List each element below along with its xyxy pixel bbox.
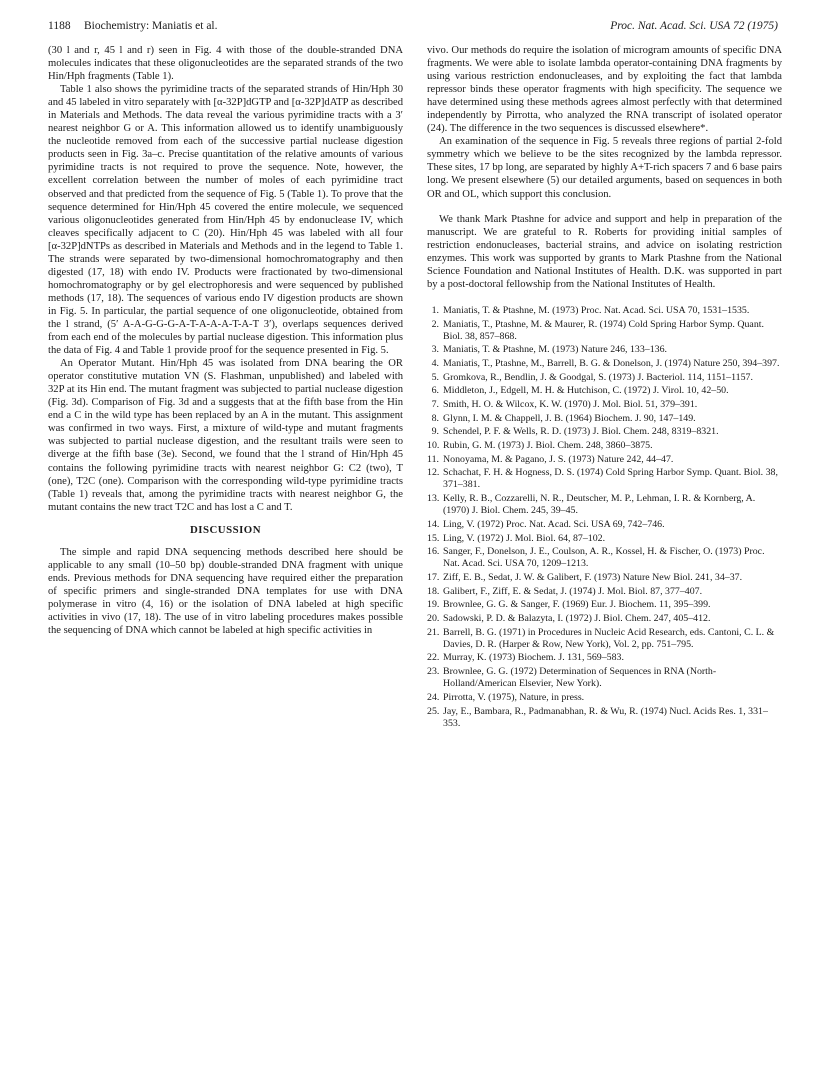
paragraph: An Operator Mutant. Hin/Hph 45 was isolated from DNA bearing the OR operator constitutive mutation VN (S. Flashman, unpublished) and labeled with 32P at its Hin end. The mutant fragment was subjected to partial nuclease digestion (Fig. 3d). Comparison of Fig. 3d and a suggests that at the fifth base from the Hin end a C in the wild type has been replaced by an A in the mutant. This assignment was confirmed in two ways. First, a mixture of wild-type and mutant fragments was subjected to partial nuclease digestion, and the resultant trails were seen to diverge at the fifth base (3e). Second, we found that the l strand of Hin/Hph 45 contains the following pyrimidine tracts with nearest neighbor G: C2 (two), T (one), T2C (one). Comparison with the corresponding wild-type pyrimidine tracts (Table 1) reveals that, among the pyrimidine tracts with nearest neighbor G, the mutant contains the new tract T2C and has lost a C and T. — [48, 358, 403, 513]
reference-item — [427, 385, 782, 397]
reference-text: Pirrotta, V. (1975), Nature, in press. — [443, 691, 585, 703]
reference-item — [427, 627, 782, 651]
paragraph: (30 l and r, 45 l and r) seen in Fig. 4 with those of the double-stranded DNA molecules indicates that these oligonucleotides are the separated strands of the two Hin/Hph fragments (Table 1). — [48, 45, 403, 83]
reference-number: 21. — [427, 626, 440, 638]
reference-number: 14. — [427, 518, 440, 530]
reference-text: Sadowski, P. D. & Balazyta, I. (1972) J. Biol. Chem. 247, 405–412. — [443, 612, 711, 624]
reference-text: Nonoyama, M. & Pagano, J. S. (1973) Nature 242, 44–47. — [443, 453, 674, 465]
reference-text: Middleton, J., Edgell, M. H. & Hutchison, C. (1972) J. Virol. 10, 42–50. — [443, 385, 729, 397]
reference-number: 24. — [427, 691, 440, 703]
reference-number: 15. — [427, 532, 440, 544]
reference-text: Brownlee, G. G. & Sanger, F. (1969) Eur. J. Biochem. 11, 395–399. — [443, 599, 711, 611]
running-title: Biochemistry: Maniatis et al. — [84, 20, 218, 32]
reference-number: 8. — [431, 412, 439, 424]
reference-item — [427, 666, 782, 690]
paragraph: Table 1 also shows the pyrimidine tracts of the separated strands of Hin/Hph 30 and 45 labeled in vitro separately with [α-32P]dGTP and [α-32P]dATP as described in Materials and Methods. The data reveal the various pyrimidine tracts with a 3′ nearest neighbor G or A. This information allowed us to identify unambiguously the nucleotide removed from each of the successive partial nuclease digestion products seen in Fig. 3a–c. Precise quantitation of the relative amounts of various pyrimidine tracts is not required to prove the sequence. Note, however, the excellent correlation between the number of moles of each pyrimidine tract observed and that predicted from the sequence of Fig. 5 (Table 1). To prove that the sequence determined for Hin/Hph 45 covered the entire molecule, we sequenced various oligonucleotides generated from Hin/Hph 45 by endonuclease IV, which cleaves specifically adjacent to C (20). Hin/Hph 45 was labeled with all four [α-32P]dNTPs as described in Materials and Methods and in the legend to Table 1. The strands were separated by two-dimensional homochromatography and then digested (17, 18) with endo IV. Products were fractionated by two-dimensional homochromatography or by gel electrophoresis and were sequenced by published methods (17, 18). The sequences of various endo IV digestion products are shown in Fig. 5. In particular, the partial sequence of one oligonucleotide, obtained from the l strand, (5′ A-A-G-G-G-A-T-A-A-A-T-A-T 3′), overlaps sequences derived from each end of the molecules by partial nuclease digestion. This information plus the data of Fig. 4 and Table 1 provide proof for the sequence presented in Fig. 5. — [48, 84, 403, 357]
reference-number: 3. — [431, 344, 439, 356]
reference-number: 12. — [427, 467, 440, 479]
reference-text: Brownlee, G. G. (1972) Determination of Sequences in RNA (North-Holland/American Elsevier, New York). — [443, 666, 717, 690]
reference-number: 6. — [431, 385, 439, 397]
reference-number: 17. — [427, 571, 440, 583]
reference-number: 10. — [427, 439, 440, 451]
reference-item — [427, 399, 782, 411]
reference-text: Rubin, G. M. (1973) J. Biol. Chem. 248, 3860–3875. — [443, 439, 653, 451]
section-heading: DISCUSSION — [189, 523, 261, 536]
acknowledgments: We thank Mark Ptashne for advice and support and help in preparation of the manuscript. We are grateful to R. Roberts for providing initial samples of restriction endonucleases, bacterial strains, and advice on isolating restriction enzymes. This work was supported by grants to Mark Ptashne from the National Science Foundation and National Institutes of Health. D.K. was supported in part by a post-doctoral fellowship from the National Institutes of Health. — [427, 213, 782, 290]
reference-text: Galibert, F., Ziff, E. & Sedat, J. (1974) J. Mol. Biol. 87, 377–407. — [443, 585, 703, 597]
reference-list — [427, 305, 782, 730]
right-column — [427, 44, 782, 731]
reference-text: Barrell, B. G. (1971) in Procedures in Nucleic Acid Research, eds. Cantoni, C. L. & Davies, D. R. (Harper & Row, New York), Vol. 2, pp. 751–795. — [443, 626, 775, 650]
journal-citation: Proc. Nat. Acad. Sci. USA 72 (1975) — [610, 20, 778, 32]
reference-item — [427, 467, 782, 491]
reference-number: 20. — [427, 612, 440, 624]
reference-text: Maniatis, T. & Ptashne, M. (1973) Proc. Nat. Acad. Sci. USA 70, 1531–1535. — [443, 304, 750, 316]
reference-text: Kelly, R. B., Cozzarelli, N. R., Deutscher, M. P., Lehman, I. R. & Kornberg, A. (1970) J. Biol. Chem. 245, 39–45. — [443, 493, 756, 517]
reference-text: Sanger, F., Donelson, J. E., Coulson, A. R., Kossel, H. & Fischer, O. (1973) Proc. Nat. Acad. Sci. USA 70, 1209–1213. — [443, 546, 765, 570]
reference-item — [427, 358, 782, 370]
reference-text: Smith, H. O. & Wilcox, K. W. (1970) J. Mol. Biol. 51, 379–391. — [443, 398, 698, 410]
reference-number: 1. — [431, 304, 439, 316]
reference-item — [427, 599, 782, 611]
reference-number: 2. — [431, 318, 439, 330]
reference-text: Maniatis, T., Ptashne, M. & Maurer, R. (1974) Cold Spring Harbor Symp. Quant. Biol. 38, 857–868. — [443, 318, 764, 342]
reference-number: 19. — [427, 599, 440, 611]
reference-item — [427, 305, 782, 317]
reference-text: Schachat, F. H. & Hogness, D. S. (1974) Cold Spring Harbor Symp. Quant. Biol. 38, 371–381. — [443, 467, 778, 491]
reference-item — [427, 652, 782, 664]
reference-text: Ling, V. (1972) J. Mol. Biol. 64, 87–102. — [443, 532, 606, 544]
reference-item — [427, 572, 782, 584]
reference-item — [427, 546, 782, 570]
reference-item — [427, 586, 782, 598]
reference-item — [427, 692, 782, 704]
reference-text: Ling, V. (1972) Proc. Nat. Acad. Sci. USA 69, 742–746. — [443, 518, 665, 530]
paragraph: An examination of the sequence in Fig. 5 reveals three regions of partial 2-fold symmetry which we believe to be the sites recognized by the lambda repressor. These sites, 17 bp long, are separated by highly A+T-rich spacers 7 and 6 base pairs long. We present elsewhere (5) our detailed arguments, based on sequences in both OR and OL, which support this conclusion. — [427, 136, 782, 200]
reference-text: Gromkova, R., Bendlin, J. & Goodgal, S. (1973) J. Bacteriol. 114, 1151–1157. — [443, 371, 753, 383]
page-header — [48, 20, 778, 36]
reference-number: 9. — [431, 426, 439, 438]
reference-number: 5. — [431, 371, 439, 383]
paragraph: The simple and rapid DNA sequencing methods described here should be applicable to any small (10–50 bp) double-stranded DNA fragment with unique ends. Previous methods for DNA sequencing have required either the preparation of specific primers and single-stranded DNA templates for use with DNA polymerase in vitro (4, 16) or the isolation of DNA labeled at high specific activities in vivo (17, 18). The use of in vitro labeling procedures makes possible the sequencing of DNA which cannot be labeled at high specific activities in — [48, 546, 403, 637]
reference-text: Maniatis, T., Ptashne, M., Barrell, B. G. & Donelson, J. (1974) Nature 250, 394–397. — [443, 357, 780, 369]
reference-text: Maniatis, T. & Ptashne, M. (1973) Nature 246, 133–136. — [443, 344, 667, 356]
reference-number: 4. — [431, 357, 439, 369]
reference-item — [427, 454, 782, 466]
reference-number: 22. — [427, 652, 440, 664]
reference-item — [427, 372, 782, 384]
reference-number: 18. — [427, 585, 440, 597]
reference-number: 11. — [427, 453, 439, 465]
reference-item — [427, 519, 782, 531]
reference-text: Murray, K. (1973) Biochem. J. 131, 569–583. — [443, 652, 624, 664]
left-column — [48, 44, 403, 637]
reference-number: 13. — [427, 493, 440, 505]
reference-number: 7. — [431, 398, 439, 410]
reference-item — [427, 706, 782, 730]
reference-number: 16. — [427, 546, 440, 558]
reference-item — [427, 319, 782, 343]
reference-item — [427, 613, 782, 625]
reference-item — [427, 533, 782, 545]
reference-item — [427, 413, 782, 425]
page-number: 1188 — [48, 20, 71, 32]
reference-text: Glynn, I. M. & Chappell, J. B. (1964) Biochem. J. 90, 147–149. — [443, 412, 696, 424]
reference-text: Ziff, E. B., Sedat, J. W. & Galibert, F. (1973) Nature New Biol. 241, 34–37. — [443, 571, 743, 583]
reference-text: Schendel, P. F. & Wells, R. D. (1973) J. Biol. Chem. 248, 8319–8321. — [443, 426, 719, 438]
reference-number: 25. — [427, 705, 440, 717]
reference-number: 23. — [427, 666, 440, 678]
reference-item — [427, 440, 782, 452]
reference-item — [427, 426, 782, 438]
reference-item — [427, 493, 782, 517]
paragraph: vivo. Our methods do require the isolation of microgram amounts of specific DNA fragments. We were able to isolate lambda operator-containing DNA fragments by using various restriction endonucleases, and by exploiting the fact that lambda repressor binds these operator fragments with high specificity. The sequence we have determined using these methods agrees almost perfectly with that determined independently by Pirrotta, who analyzed the RNA transcript of isolated operator (24). The difference in the two sequences is discussed elsewhere*. — [427, 45, 782, 135]
reference-text: Jay, E., Bambara, R., Padmanabhan, R. & Wu, R. (1974) Nucl. Acids Res. 1, 331–353. — [443, 705, 768, 729]
reference-item — [427, 344, 782, 356]
